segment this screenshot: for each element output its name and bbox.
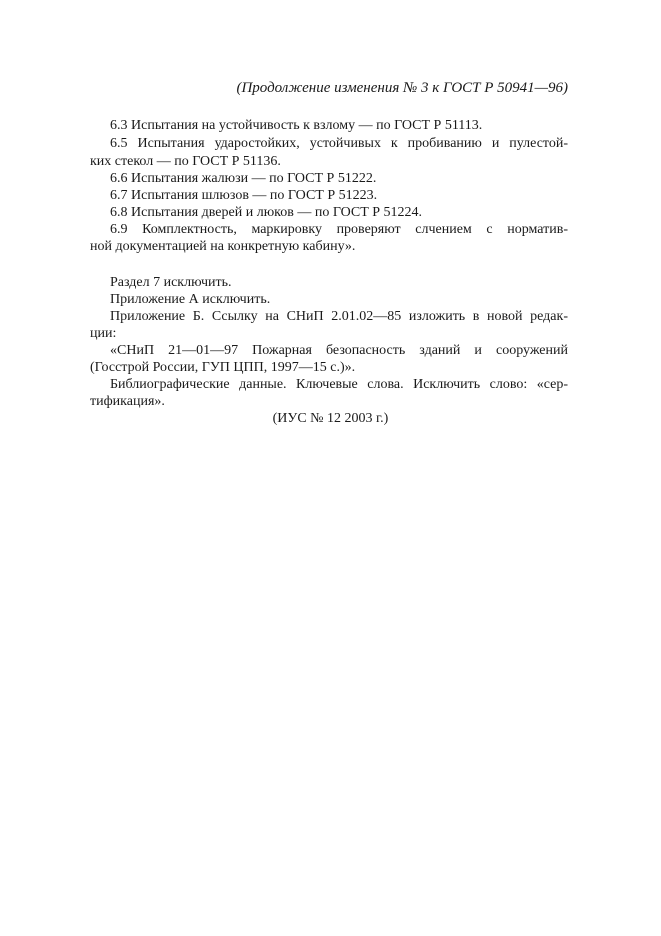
paragraph-6-5-line-1: 6.5 Испытания ударостойких, устойчивых к пробиванию и пулестой- — [110, 136, 568, 151]
ius-reference: (ИУС № 12 2003 г.) — [272, 411, 389, 426]
page-header: (Продолжение изменения № 3 к ГОСТ Р 50941—96) — [236, 80, 568, 96]
paragraph-6-3: 6.3 Испытания на устойчивость к взлому — по ГОСТ Р 51113. — [110, 118, 483, 133]
paragraph-6-6: 6.6 Испытания жалюзи — по ГОСТ Р 51222. — [110, 171, 377, 186]
bibliographic-line-2: тификация». — [90, 394, 165, 409]
paragraph-6-7: 6.7 Испытания шлюзов — по ГОСТ Р 51223. — [110, 188, 378, 203]
snip-reference-line-1: «СНиП 21—01—97 Пожарная безопасность зданий и сооружений — [110, 343, 568, 358]
appendix-b-line-2: ции: — [90, 326, 117, 341]
bibliographic-line-1: Библиографические данные. Ключевые слова. Исключить слово: «сер- — [110, 377, 568, 392]
appendix-b-line-1: Приложение Б. Ссылку на СНиП 2.01.02—85 изложить в новой редак- — [110, 309, 568, 324]
snip-reference-line-2: (Госстрой России, ГУП ЦПП, 1997—15 с.)». — [90, 360, 356, 375]
paragraph-6-5-line-2: ких стекол — по ГОСТ Р 51136. — [90, 154, 281, 169]
paragraph-6-8: 6.8 Испытания дверей и люков — по ГОСТ Р 51224. — [110, 205, 423, 220]
appendix-a-removal: Приложение А исключить. — [110, 292, 271, 307]
paragraph-6-9-line-1: 6.9 Комплектность, маркировку проверяют слчением с норматив- — [110, 222, 568, 237]
section-7-removal: Раздел 7 исключить. — [110, 275, 232, 290]
paragraph-6-9-line-2: ной документацией на конкретную кабину». — [90, 239, 356, 254]
